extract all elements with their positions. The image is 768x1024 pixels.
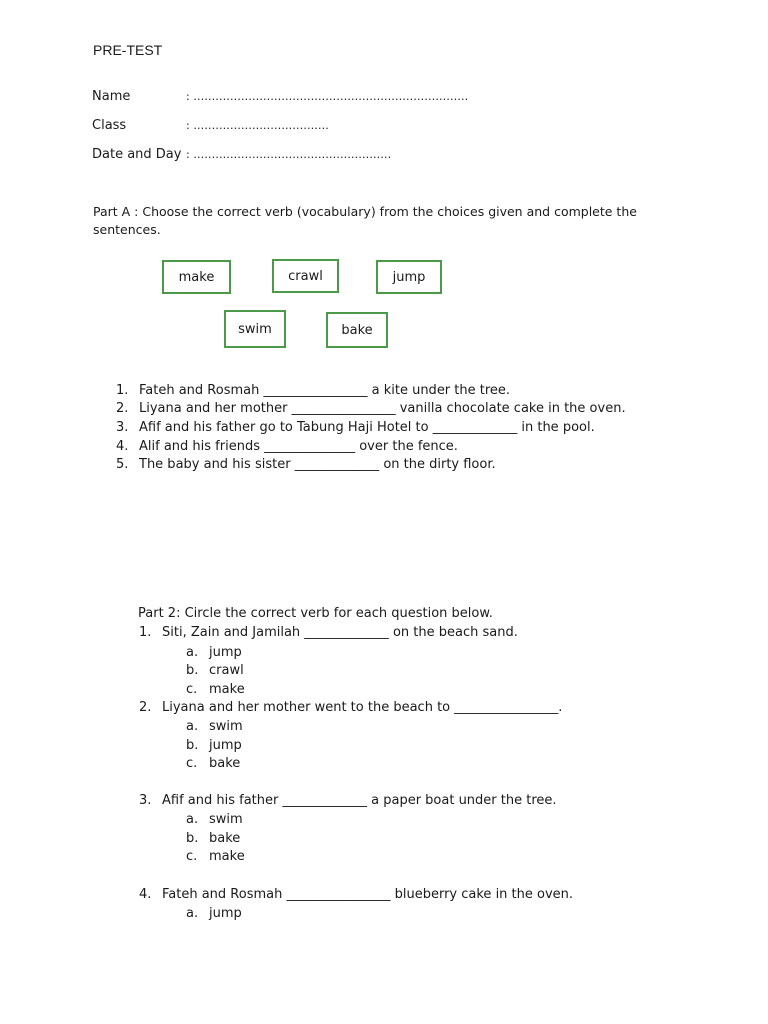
choice-box-jump (376, 260, 442, 294)
question-number: 4. (116, 439, 129, 454)
option-letter: b. (186, 738, 199, 753)
option-letter: c. (186, 756, 198, 771)
class-field: : ………………………………. (186, 119, 329, 132)
option-text: swim (209, 719, 243, 734)
choice-box-bake (326, 312, 388, 348)
option-text: bake (209, 756, 241, 771)
question-number: 5. (116, 457, 129, 472)
question-text: The baby and his sister _____________ on the dirty floor. (139, 457, 496, 472)
question-text: Fateh and Rosmah ________________ blueberry cake in the oven. (162, 887, 574, 902)
part-a-instruction: Part A : Choose the correct verb (vocabulary) from the choices given and complete the sentences. (93, 204, 637, 237)
question-number: 3. (116, 420, 129, 435)
question-text: Fateh and Rosmah ________________ a kite under the tree. (139, 383, 511, 398)
option-text: jump (209, 645, 242, 660)
choice-box-make (162, 260, 231, 294)
option-letter: a. (186, 812, 199, 827)
question-number: 3. (139, 793, 152, 808)
choice-label: jump (392, 269, 426, 285)
date-field: : ……………………………………………… (186, 148, 392, 161)
page-title: PRE-TEST (93, 42, 163, 58)
option-text: crawl (209, 663, 244, 678)
class-label: Class (92, 118, 127, 133)
option-text: swim (209, 812, 243, 827)
option-letter: b. (186, 831, 199, 846)
question-text: Liyana and her mother went to the beach to ________________. (162, 700, 563, 715)
choice-label: swim (238, 321, 272, 337)
question-number: 2. (116, 401, 129, 416)
option-text: bake (209, 831, 241, 846)
question-text: Siti, Zain and Jamilah _____________ on the beach sand. (162, 625, 518, 640)
question-number: 4. (139, 887, 152, 902)
question-text: Afif and his father _____________ a paper boat under the tree. (162, 793, 557, 808)
option-letter: a. (186, 906, 199, 921)
question-number: 2. (139, 700, 152, 715)
option-text: make (209, 682, 245, 697)
question-text: Afif and his father go to Tabung Haji Hotel to _____________ in the pool. (139, 420, 595, 435)
option-letter: b. (186, 663, 199, 678)
part-2-instruction: Part 2: Circle the correct verb for each question below. (138, 606, 493, 621)
question-text: Alif and his friends ______________ over the fence. (139, 439, 458, 454)
choice-box-crawl (272, 259, 339, 293)
option-letter: a. (186, 719, 199, 734)
question-number: 1. (116, 383, 129, 398)
option-text: jump (209, 906, 242, 921)
option-letter: c. (186, 849, 198, 864)
choice-box-swim (224, 310, 286, 348)
choice-label: crawl (288, 268, 323, 284)
choice-label: make (178, 269, 215, 285)
option-text: jump (209, 738, 242, 753)
option-letter: a. (186, 645, 199, 660)
question-number: 1. (139, 625, 152, 640)
option-letter: c. (186, 682, 198, 697)
option-text: make (209, 849, 245, 864)
question-text: Liyana and her mother ________________ vanilla chocolate cake in the oven. (139, 401, 626, 416)
choice-label: bake (341, 322, 373, 338)
date-label: Date and Day (92, 147, 182, 162)
name-label: Name (92, 89, 131, 104)
name-field: : ………………………………………………………………… (186, 90, 469, 103)
